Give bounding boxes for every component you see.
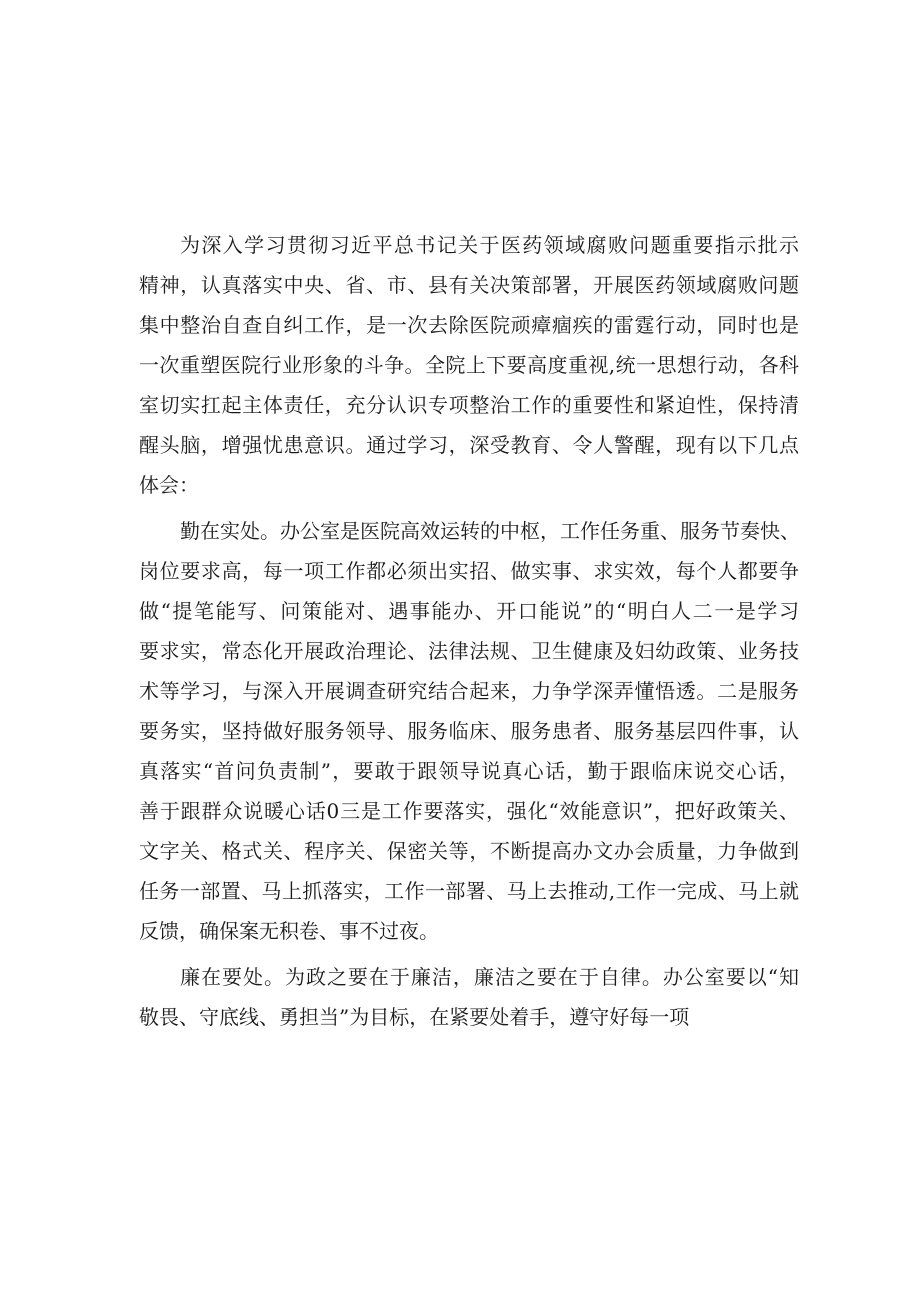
paragraph-line: 岗位要求高，每一项工作都必须出实招、做实事、求实效，每个人都要争: [139, 559, 799, 583]
paragraph-line: 善于跟群众说暖心话0三是工作要落实，强化“效能意识”，把好政策关、: [139, 799, 799, 823]
paragraph-line: 醒头脑，增强忧患意识。通过学习，深受教育、令人警醒，现有以下几点: [139, 433, 799, 457]
paragraph-integrity: [139, 957, 799, 1037]
paragraph-line: 勤在实处。办公室是医院高效运转的中枢，工作任务重、服务节奏快、: [180, 519, 800, 543]
paragraph-line: 术等学习，与深入开展调查研究结合起来，力争学深弄懂悟透。二是服务: [139, 679, 799, 703]
paragraph-line: 为深入学习贯彻习近平总书记关于医药领域腐败问题重要指示批示: [180, 233, 799, 257]
paragraph-line: 室切实扛起主体责任，充分认识专项整治工作的重要性和紧迫性，保持清: [139, 393, 799, 417]
paragraph-line: 做“提笔能写、问策能对、遇事能办、开口能说”的“明白人二一是学习: [139, 599, 799, 623]
paragraph-diligence: [139, 511, 799, 951]
paragraph-line: 真落实“首问负责制”，要敢于跟领导说真心话，勤于跟临床说交心话，: [139, 759, 799, 783]
paragraph-line: 廉在要处。为政之要在于廉洁，廉洁之要在于自律。办公室要以“知: [180, 965, 799, 989]
paragraph-line: 体会：: [139, 473, 199, 497]
paragraph-line: 反馈，确保案无积卷、事不过夜。: [139, 919, 439, 943]
paragraph-line: 精神，认真落实中央、省、市、县有关决策部署，开展医药领域腐败问题: [139, 273, 799, 297]
document-body: [139, 225, 799, 1037]
paragraph-line: 敬畏、守底线、勇担当”为目标，在紧要处着手，遵守好每一项: [139, 1005, 690, 1029]
paragraph-line: 集中整治自查自纠工作，是一次去除医院顽瘴痼疾的雷霆行动，同时也是: [139, 313, 799, 337]
paragraph-line: 任务一部置、马上抓落实，工作一部署、马上去推动,工作一完成、马上就: [139, 879, 799, 903]
paragraph-line: 要务实，坚持做好服务领导、服务临床、服务患者、服务基层四件事，认: [139, 719, 799, 743]
paragraph-line: 文字关、格式关、程序关、保密关等，不断提高办文办会质量，力争做到: [139, 839, 799, 863]
paragraph-line: 要求实，常态化开展政治理论、法律法规、卫生健康及妇幼政策、业务技: [139, 639, 799, 663]
paragraph-intro: [139, 225, 799, 505]
paragraph-line: 一次重塑医院行业形象的斗争。全院上下要高度重视,统一思想行动，各科: [139, 353, 799, 377]
